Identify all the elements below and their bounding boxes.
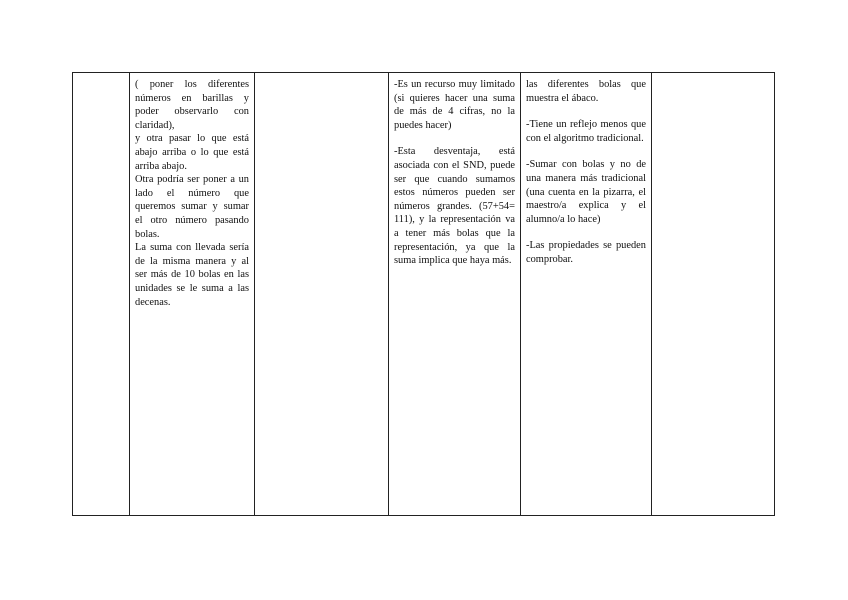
paragraph: -Es un recurso muy limitado (si quieres hacer una suma de más de 4 cifras, no la puedes hacer) — [394, 79, 515, 131]
paragraph: ( poner los diferentes números en barillas y poder observarlo con claridad), — [135, 79, 249, 131]
table-cell-col6 — [652, 73, 775, 516]
paragraph: -Esta desventaja, está asociada con el SND, puede ser que cuando sumamos estos números pueden ser números grandes. (57+54= 111), y la representación va a tener más bolas que la representación, ya que la suma implica que haya más. — [394, 146, 515, 267]
table-cell-col5 — [521, 73, 652, 516]
paragraph: las diferentes bolas que muestra el ábaco. — [526, 79, 646, 104]
paragraph: Otra podría ser poner a un lado el número que queremos sumar y sumar el otro número pasando bolas. — [135, 174, 249, 240]
table-cell-col2 — [130, 73, 255, 516]
comparison-table — [72, 72, 775, 516]
paragraph: -Las propiedades se pueden comprobar. — [526, 240, 646, 265]
paragraph: -Tiene un reflejo menos que con el algoritmo tradicional. — [526, 119, 646, 144]
table-cell-col3 — [255, 73, 389, 516]
table-cell-col1 — [73, 73, 130, 516]
paragraph: -Sumar con bolas y no de una manera más tradicional (una cuenta en la pizarra, el maestro/a explica y el alumno/a lo hace) — [526, 159, 646, 225]
table-row — [73, 73, 775, 516]
paragraph: La suma con llevada sería de la misma manera y al ser más de 10 bolas en las unidades se le suma a las decenas. — [135, 242, 249, 308]
table-cell-col4 — [389, 73, 521, 516]
paragraph: y otra pasar lo que está abajo arriba o lo que está arriba abajo. — [135, 133, 249, 172]
